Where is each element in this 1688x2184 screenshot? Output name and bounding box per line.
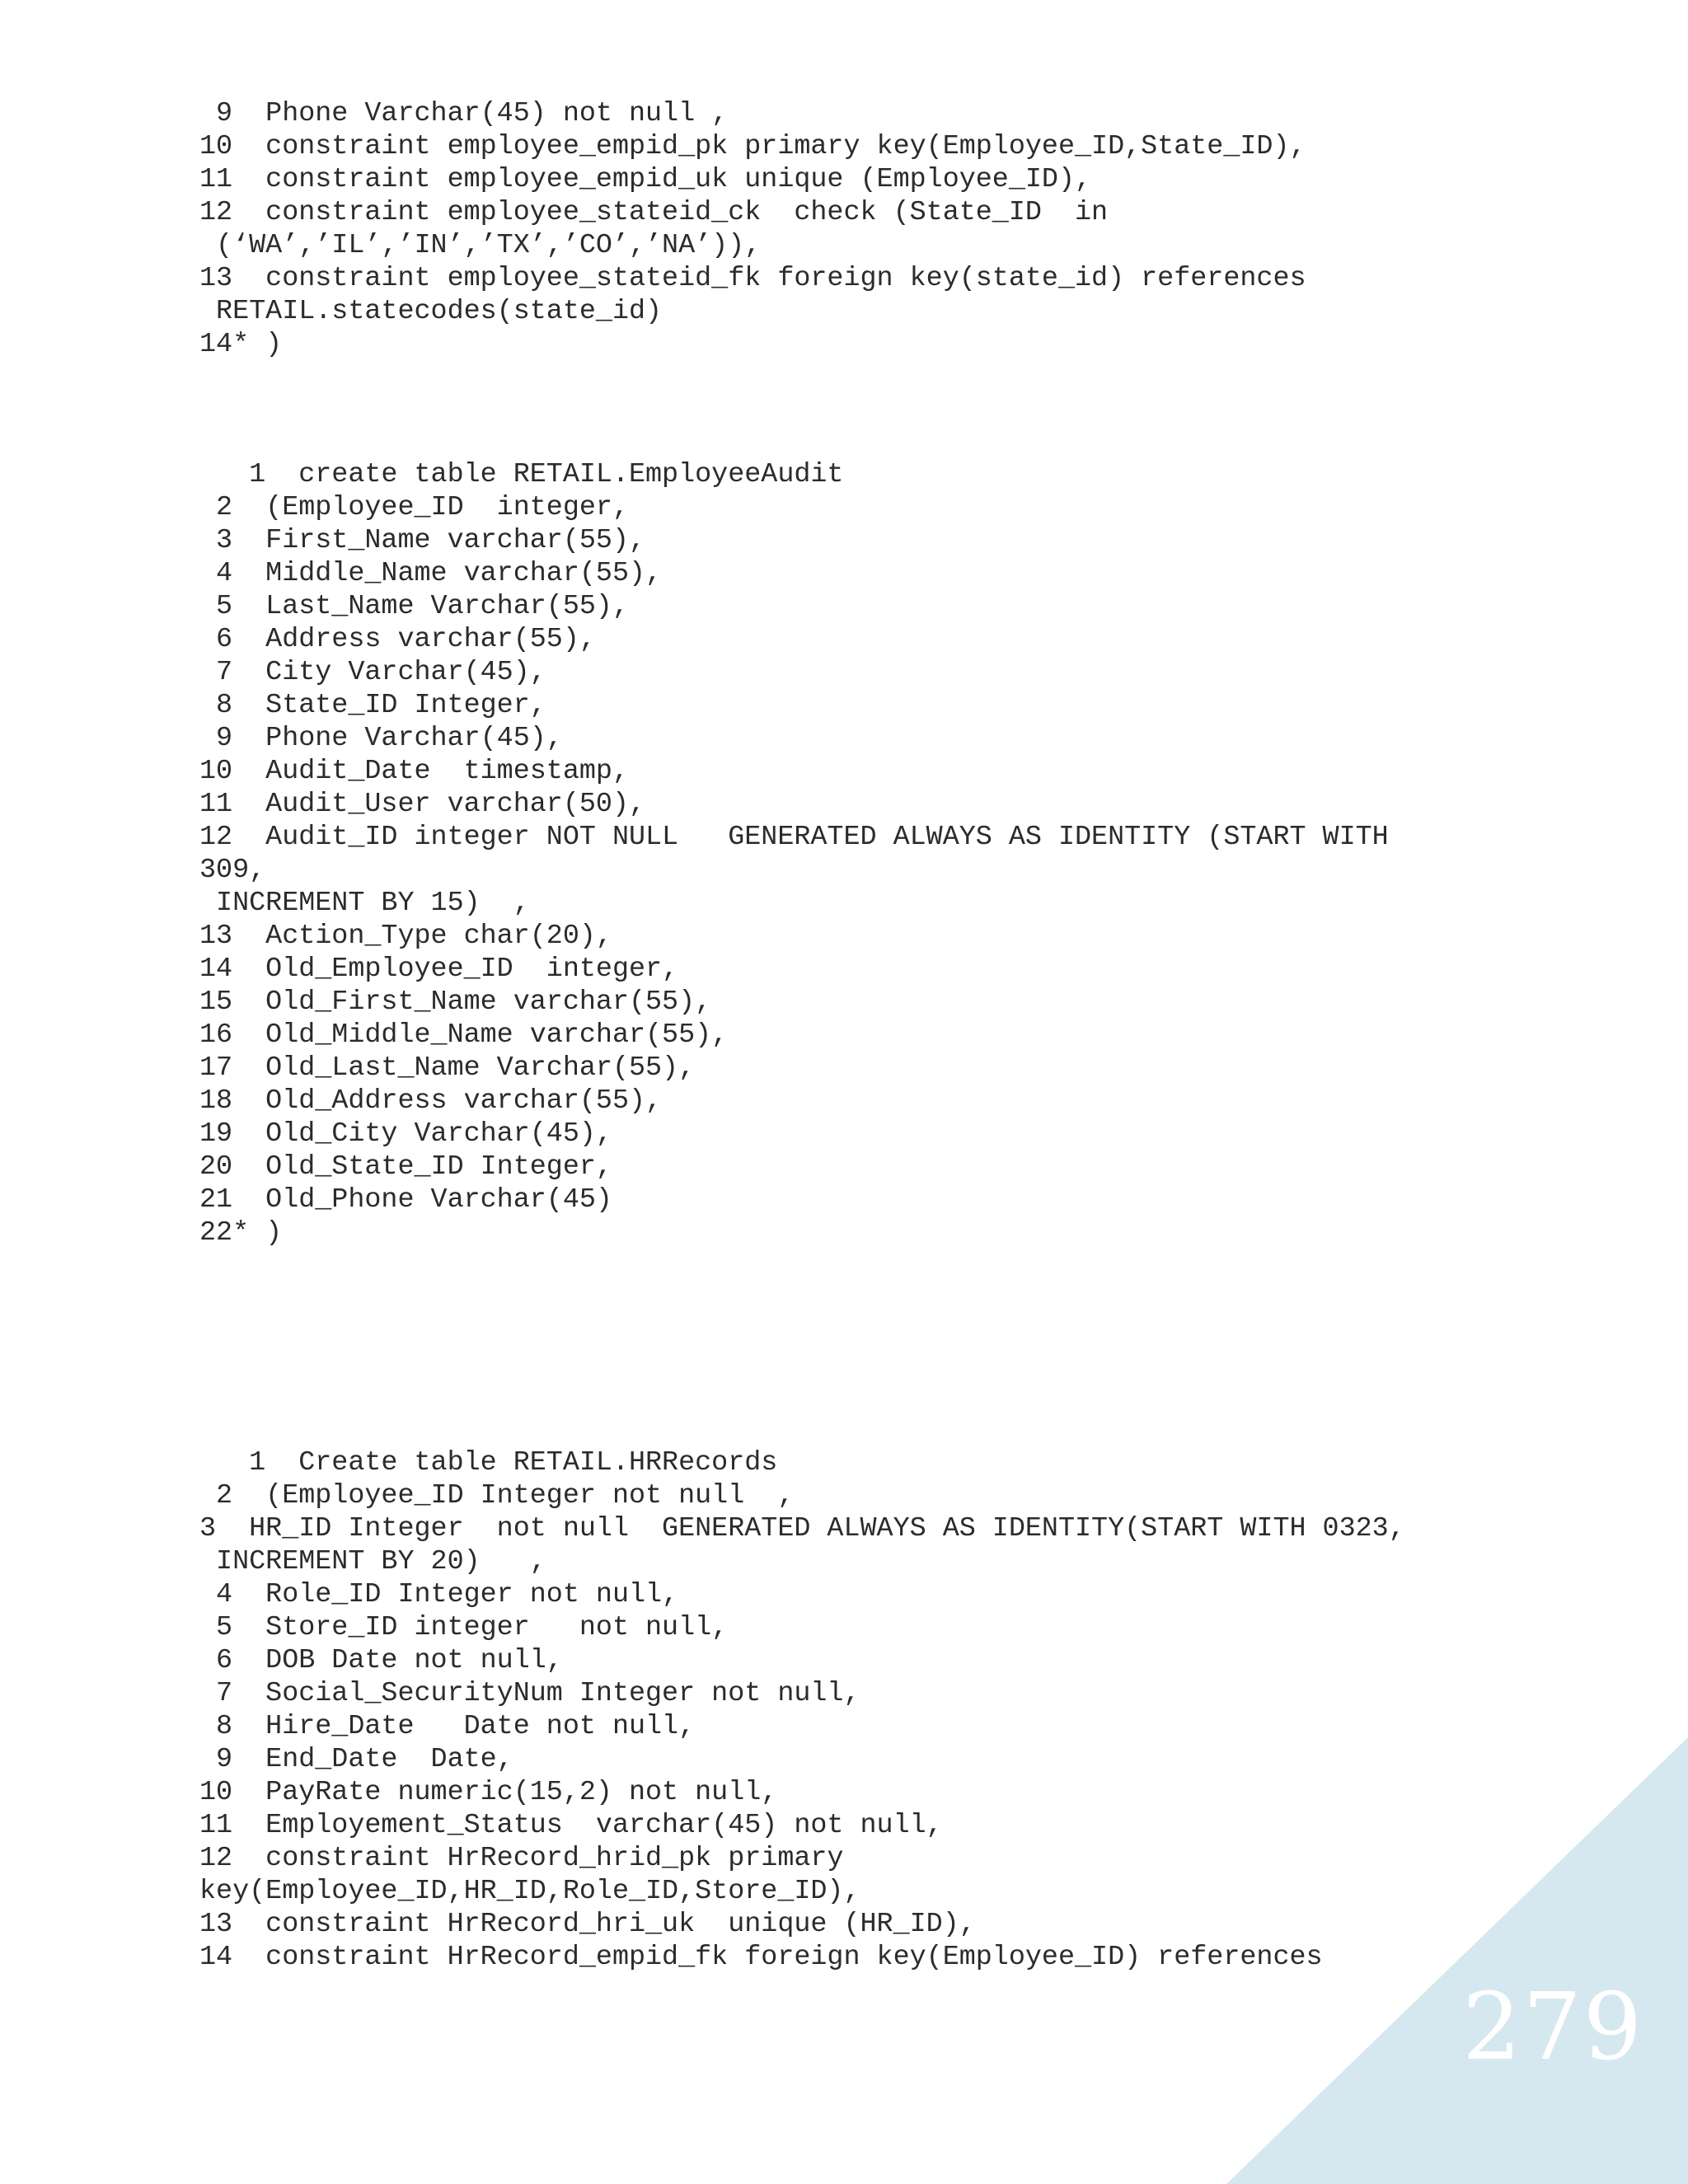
code-line: key(Employee_ID,HR_ID,Role_ID,Store_ID),: [199, 1876, 860, 1907]
code-line: 11 constraint employee_empid_uk unique (Employee_ID),: [199, 164, 1092, 195]
code-line: 14 Old_Employee_ID integer,: [199, 954, 679, 985]
code-line: 14* ): [199, 329, 283, 360]
page-number: 279: [1462, 1974, 1643, 2081]
code-line: 14 constraint HrRecord_empid_fk foreign key(Employee_ID) references: [199, 1942, 1323, 1973]
code-line: 10 constraint employee_empid_pk primary key(Employee_ID,State_ID),: [199, 131, 1306, 162]
code-line: 7 City Varchar(45),: [199, 657, 546, 688]
code-line: 4 Role_ID Integer not null,: [199, 1579, 679, 1610]
code-line: 5 Store_ID integer not null,: [199, 1612, 729, 1643]
code-line: 10 Audit_Date timestamp,: [199, 756, 629, 787]
code-line: INCREMENT BY 20) ,: [199, 1546, 546, 1577]
code-line: 15 Old_First_Name varchar(55),: [199, 987, 712, 1018]
code-line: 18 Old_Address varchar(55),: [199, 1085, 663, 1117]
code-line: 1 Create table RETAIL.HRRecords: [199, 1447, 778, 1479]
code-line: 9 End_Date Date,: [199, 1744, 513, 1775]
code-line: 309,: [199, 855, 266, 886]
code-block-employee-tail: [199, 97, 1306, 361]
code-line: 11 Audit_User varchar(50),: [199, 789, 646, 820]
code-block-hr-records: [199, 1446, 1405, 1974]
code-line: RETAIL.statecodes(state_id): [199, 296, 663, 327]
code-line: 13 Action_Type char(20),: [199, 921, 612, 952]
code-line: 7 Social_SecurityNum Integer not null,: [199, 1678, 860, 1709]
code-line: 3 HR_ID Integer not null GENERATED ALWAYS AS IDENTITY(START WITH 0323,: [199, 1513, 1405, 1544]
code-line: 12 constraint HrRecord_hrid_pk primary: [199, 1843, 844, 1874]
code-line: 5 Last_Name Varchar(55),: [199, 591, 629, 622]
code-line: 6 DOB Date not null,: [199, 1645, 563, 1676]
code-block-employee-audit: [199, 458, 1389, 1249]
code-line: 10 PayRate numeric(15,2) not null,: [199, 1777, 778, 1808]
code-line: 13 constraint employee_stateid_fk foreign key(state_id) references: [199, 263, 1306, 294]
code-line: 11 Employement_Status varchar(45) not null,: [199, 1810, 943, 1841]
code-line: 19 Old_City Varchar(45),: [199, 1118, 612, 1150]
code-line: 21 Old_Phone Varchar(45): [199, 1184, 612, 1216]
corner-accent-triangle: [1226, 1737, 1688, 2184]
code-line: 2 (Employee_ID Integer not null ,: [199, 1480, 795, 1511]
code-line: 4 Middle_Name varchar(55),: [199, 558, 663, 589]
code-line: 22* ): [199, 1217, 283, 1249]
code-line: 16 Old_Middle_Name varchar(55),: [199, 1019, 729, 1051]
code-line: 8 Hire_Date Date not null,: [199, 1711, 696, 1742]
code-line: 3 First_Name varchar(55),: [199, 525, 646, 556]
code-line: 17 Old_Last_Name Varchar(55),: [199, 1052, 696, 1084]
code-line: 9 Phone Varchar(45) not null ,: [199, 98, 729, 129]
code-line: 12 constraint employee_stateid_ck check (State_ID in: [199, 197, 1109, 228]
code-line: 9 Phone Varchar(45),: [199, 723, 563, 754]
code-line: 1 create table RETAIL.EmployeeAudit: [199, 459, 844, 490]
code-line: INCREMENT BY 15) ,: [199, 888, 530, 919]
code-line: 20 Old_State_ID Integer,: [199, 1151, 612, 1183]
code-line: 6 Address varchar(55),: [199, 624, 596, 655]
code-line: 8 State_ID Integer,: [199, 690, 546, 721]
code-line: 13 constraint HrRecord_hri_uk unique (HR_ID),: [199, 1909, 976, 1940]
code-line: (‘WA’,’IL’,’IN’,’TX’,’CO’,’NA’)),: [199, 230, 762, 261]
code-line: 2 (Employee_ID integer,: [199, 492, 629, 523]
code-line: 12 Audit_ID integer NOT NULL GENERATED ALWAYS AS IDENTITY (START WITH: [199, 822, 1389, 853]
